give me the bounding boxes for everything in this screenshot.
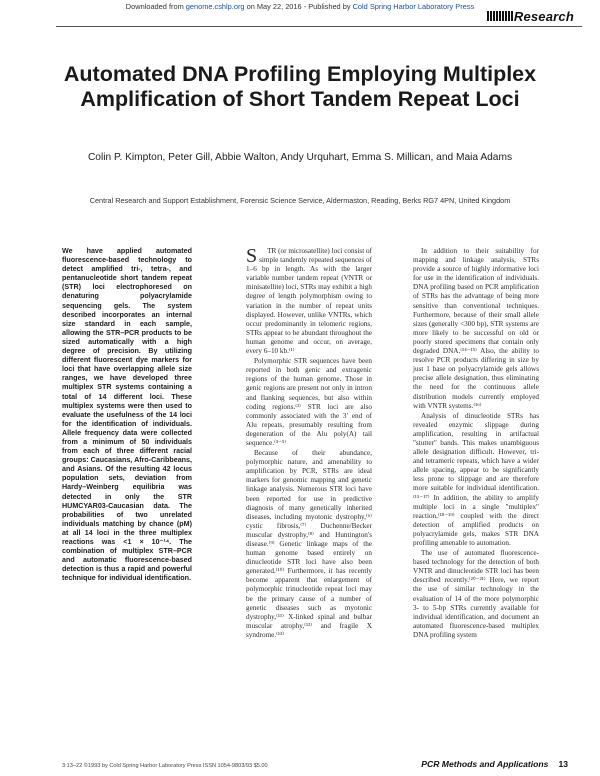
paragraph: Analysis of dinucleotide STRs has revealed enzymic slippage during amplification, resulting in artifactual "stutter" bands. This makes unambiguous allele designation difficult. However, tri- and tetrameric repeats, which have a wider allele spacing, appear to be significantly less prone to slippage and are therefore more suitable for individual identification.⁽¹⁵⁻¹⁷⁾ In addition, the ability to amplify multiple loci in a single "multiplex" reaction,⁽¹⁸⁻¹⁹⁾ coupled with the direct detection of amplified products on polyacrylamide gels, makes STR DNA profiling amenable to automation. — [413, 411, 539, 547]
page-number: 13 — [558, 759, 568, 769]
abstract: We have applied automated fluorescence-based technology to detect amplified tri-, tetra-, and pentanucleotide short tandem repeat (STR) loci electrophoresed on denaturing polyacrylamide sequencing gels. The system described incorporates an internal size standard in each sample, allowing the STR–PCR products to be sized automatically with a high degree of precision. By utilizing different fluorescent dye markers for loci that have overlapping allele size ranges, we have developed three multiplex STR systems containing a total of 14 different loci. These multiplex systems were then used to evaluate the usefulness of the 14 loci for the identification of individuals. Allele frequency data were collected from a minimum of 50 individuals from each of three different racial groups: Caucasians, Afro-Caribbeans, and Asians. Of the resulting 42 locus population sets, deviation from Hardy–Weinberg equilibria was detected in only the STR HUMCYAR03-Caucasian data. The probabilities of two unrelated individuals matching by chance (pM) at all 14 loci in the three multiplex reactions was <1 × 10⁻¹⁴. The combination of multiplex STR–PCR and automatic fluorescence-based detection is thus a rapid and powerful technique for individual identification. — [62, 247, 192, 583]
article-title: Automated DNA Profiling Employing Multiplex Amplification of Short Tandem Repeat Loci — [63, 62, 537, 111]
author-list: Colin P. Kimpton, Peter Gill, Abbie Walton, Andy Urquhart, Emma S. Millican, and Maia Adams — [87, 152, 513, 163]
section-bars-icon — [487, 11, 513, 21]
journal-footer — [421, 759, 568, 769]
site-link[interactable]: genome.cshlp.org — [185, 2, 245, 11]
journal-name: PCR Methods and Applications — [421, 759, 549, 769]
download-prefix: Downloaded from — [125, 2, 186, 11]
header-rule — [56, 26, 582, 27]
paragraph: Polymorphic STR sequences have been reported in both genic and extragenic regions of the human genome. Those in genic regions are present not only in intron and flanking sequences, but also within coding regions.⁽²⁾ STR loci are also commonly associated with the 3′ end of Alu repeats, presumably resulting from degeneration of the Alu poly(A) tail sequence.⁽³⁻⁵⁾ — [246, 357, 372, 447]
paragraph: S TR (or microsatellite) loci consist of simple tandemly repeated sequences of 1–6 bp in length. As with the larger variable number tandem repeat (VNTR or minisatellite) loci, STRs may exhibit a high degree of length polymorphism owing to variation in the number of repeat units displayed. However, unlike VNTRs, which occur predominantly in telomeric regions, STRs appear to be abundant throughout the human genome and occur, on average, every 6–10 kb.⁽¹⁾ — [246, 247, 372, 356]
paragraph: Because of their abundance, polymorphic nature, and amenability to amplification by PCR, STRs are ideal markers for genomic mapping and genetic linkage analysis. Numerous STR loci have been reported for use in predictive diagnosis of many genetically inherited diseases, including myotonic dystrophy,⁽⁶⁾ cystic fibrosis,⁽⁷⁾ Duchenne/Becker muscular dystrophy,⁽⁸⁾ and Huntington's disease.⁽⁹⁾ Genetic linkage maps of the human genome based entirely on dinucleotide STR loci have also been generated.⁽¹⁰⁾ Furthermore, it has recently become apparent that enlargement of polymorphic trinucleotide repeat loci may be the primary cause of a number of genetic diseases such as myotonic dystrophy,⁽¹¹⁾ X-linked spinal and bulbar muscular atrophy,⁽¹²⁾ and fragile X syndrome.⁽¹³⁾ — [246, 449, 372, 639]
paragraph: In addition to their suitability for mapping and linkage analysis, STRs provide a source of highly informative loci for use in the identification of individuals. DNA profiling based on PCR amplification of STRs has the advantage of being more sensitive than conventional techniques. Furthermore, because of their small allele sizes (generally <300 bp), STR systems are more likely to be successful on old or poorly stored specimens that contain only degraded DNA.⁽¹⁴⁻¹⁵⁾ Also, the ability to resolve PCR products differing in size by just 1 base on polyacrylamide gels allows precise allele designation, thus eliminating the need for the continuous allele distribution models currently employed with VNTR systems.⁽¹⁶⁾ — [413, 247, 539, 410]
body-column-3 — [413, 247, 539, 640]
publisher-link[interactable]: Cold Spring Harbor Laboratory Press — [352, 2, 475, 11]
section-label — [487, 9, 574, 24]
affiliation: Central Research and Support Establishment, Forensic Science Service, Aldermaston, Reading, Berks RG7 4PN, United Kingdom — [89, 196, 511, 205]
copyright-line: 3:13–22 ©1993 by Cold Spring Harbor Laboratory Press ISSN 1054-9803/93 $5.00 — [62, 763, 268, 769]
paragraph: The use of automated fluorescence-based technology for the detection of both VNTR and dinucleotide STR loci has been described recently.⁽²⁰⁻²¹⁾ Here, we report the use of similar technology in the evaluation of 14 of the more polymorphic 3- to 5-bp STRs currently available for individual identification, and document an automated fluorescence-based multiplex DNA profiling system — [413, 549, 539, 639]
drop-cap: S — [246, 245, 258, 267]
body-column-2 — [246, 247, 372, 640]
download-middle: on May 22, 2016 - Published by — [244, 2, 353, 11]
section-label-text: Research — [513, 9, 574, 24]
